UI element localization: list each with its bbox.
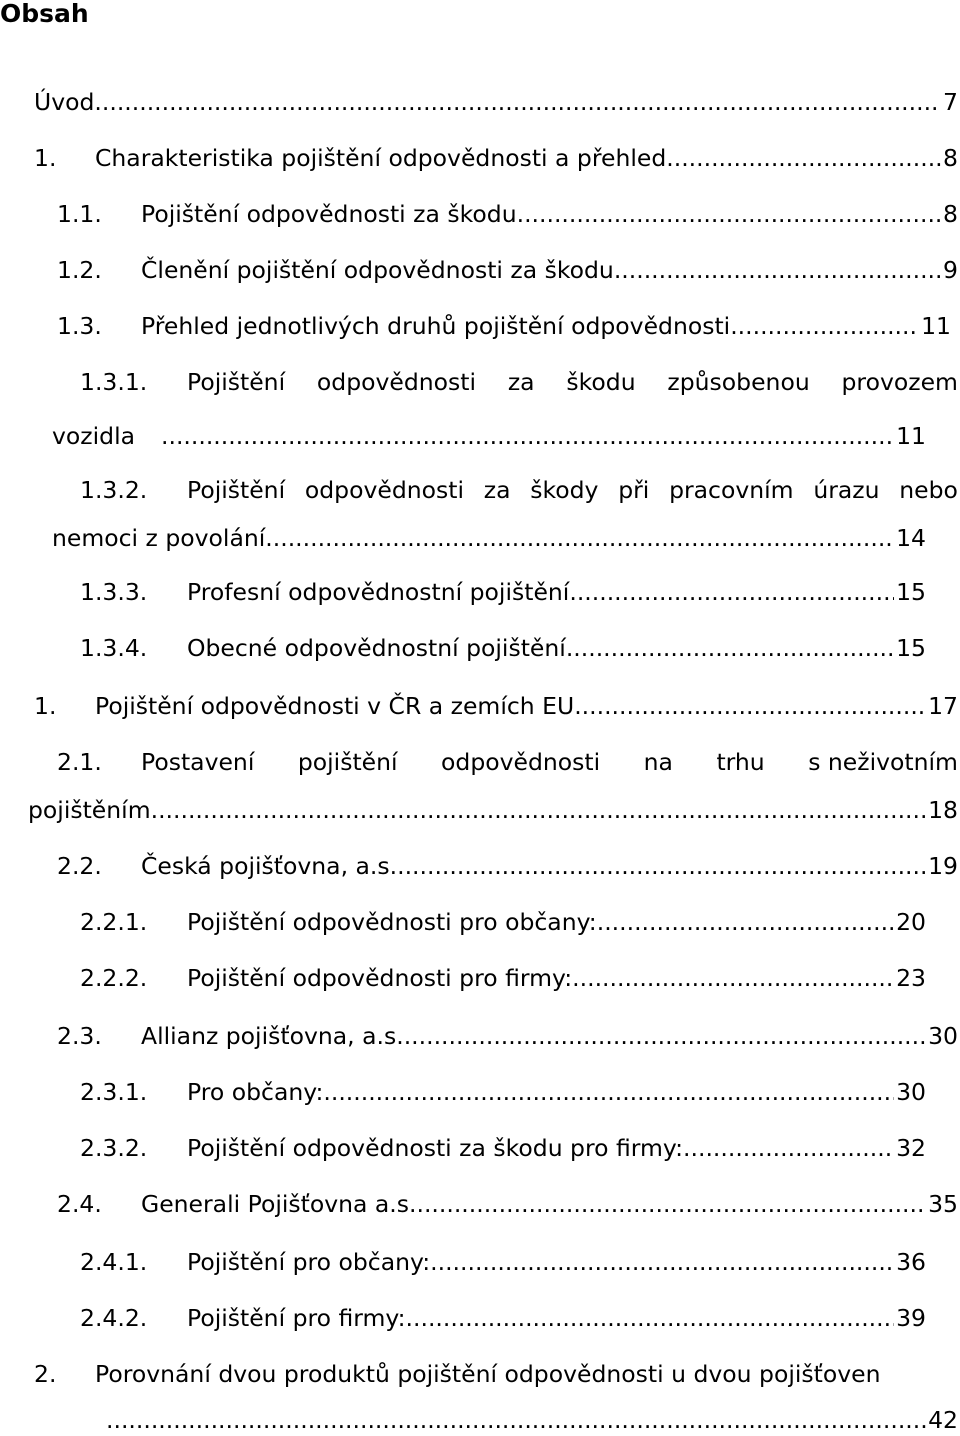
toc-entry-page: 15 — [896, 634, 926, 662]
toc-entry-title: Pojištění odpovědnosti pro firmy: — [187, 964, 573, 992]
toc-entry-title: Profesní odpovědnostní pojištění — [187, 578, 570, 606]
title-word: úrazu — [813, 476, 880, 504]
title-word: Postavení — [141, 748, 255, 776]
toc-entry-number: 1. — [34, 144, 57, 172]
toc-entry-page: 11 — [921, 312, 951, 340]
toc-entry-number: 2.1. — [57, 748, 102, 776]
toc-entry-title-continued: vozidla — [52, 422, 135, 450]
toc-entry-uvod[interactable] — [34, 86, 958, 118]
title-word: škody — [530, 476, 599, 504]
toc-leader-dots — [572, 962, 894, 994]
toc-leader-dots — [323, 1076, 894, 1108]
title-word: za — [483, 476, 511, 504]
toc-entry-title-continued: nemoci z povolání — [52, 524, 266, 552]
toc-leader-dots — [106, 1404, 926, 1436]
toc-entry-page: 36 — [896, 1248, 926, 1276]
title-word: trhu — [716, 748, 765, 776]
toc-entry-title: Přehled jednotlivých druhů pojištění odpovědnosti — [141, 312, 731, 340]
toc-entry-page: 35 — [928, 1190, 958, 1218]
toc-entry-2-1[interactable] — [57, 746, 958, 778]
toc-leader-dots — [614, 254, 941, 286]
toc-entry-page: 8 — [943, 200, 958, 228]
toc-entry-page: 23 — [896, 964, 926, 992]
toc-entry-page: 39 — [896, 1304, 926, 1332]
toc-entry-title: Pojištění odpovědnosti pro občany: — [187, 908, 597, 936]
toc-entry-page: 17 — [928, 692, 958, 720]
toc-leader-dots — [151, 794, 927, 826]
toc-leader-dots — [397, 850, 926, 882]
toc-entry-number: 1.3. — [57, 312, 102, 340]
toc-entry-2-3-1[interactable] — [80, 1076, 926, 1108]
toc-entry-page: 7 — [943, 88, 958, 116]
title-word: pracovním — [669, 476, 794, 504]
toc-entry-2-4-2[interactable] — [80, 1302, 926, 1334]
toc-entry-1-1[interactable] — [57, 198, 958, 230]
title-word: způsobenou — [667, 368, 810, 396]
toc-entry-title: Pojištění odpovědnosti v ČR a zemích EU — [95, 692, 575, 720]
toc-leader-dots — [666, 142, 941, 174]
toc-entry-title — [187, 366, 958, 398]
toc-entry-number: 2.2.1. — [80, 908, 148, 936]
toc-entry-2-1-continued[interactable] — [28, 794, 958, 826]
toc-entry-page: 19 — [928, 852, 958, 880]
toc-entry-page: 42 — [928, 1406, 958, 1434]
toc-leader-dots — [517, 198, 941, 230]
toc-entry-2-4[interactable] — [57, 1188, 958, 1220]
toc-leader-dots — [430, 1246, 894, 1278]
toc-entry-1-3-2[interactable] — [80, 474, 958, 506]
toc-entry-1-cr-eu[interactable] — [34, 690, 958, 722]
toc-entry-page: 30 — [928, 1022, 958, 1050]
toc-leader-dots — [94, 86, 941, 118]
toc-entry-2-3-2[interactable] — [80, 1132, 926, 1164]
toc-entry-2-porovnani[interactable] — [34, 1358, 958, 1390]
toc-entry-page: 11 — [896, 422, 926, 450]
toc-entry-title: Pojištění odpovědnosti za škodu — [141, 200, 517, 228]
toc-leader-dots — [574, 690, 926, 722]
toc-leader-dots — [730, 310, 919, 342]
title-word: Pojištění — [187, 368, 286, 396]
toc-entry-2-porovnani-continued[interactable] — [106, 1404, 958, 1436]
toc-entry-number: 2.4. — [57, 1190, 102, 1218]
toc-entry-page: 15 — [896, 578, 926, 606]
toc-entry-title: Česká pojišťovna, a.s. — [141, 852, 398, 880]
toc-entry-1-3[interactable] — [57, 310, 951, 342]
toc-entry-number: 1. — [34, 692, 57, 720]
toc-leader-dots — [569, 576, 894, 608]
toc-entry-title: Generali Pojišťovna a.s. — [141, 1190, 417, 1218]
toc-entry-number: 2.4.1. — [80, 1248, 148, 1276]
toc-entry-1-3-1-continued[interactable] — [52, 420, 926, 452]
toc-entry-title-continued: pojištěním — [28, 796, 151, 824]
toc-entry-number: 1.3.4. — [80, 634, 148, 662]
toc-leader-dots — [683, 1132, 894, 1164]
toc-entry-title: Pojištění pro občany: — [187, 1248, 431, 1276]
toc-entry-title: Pojištění odpovědnosti za škodu pro firmy: — [187, 1134, 684, 1162]
title-word: odpovědnosti — [316, 368, 477, 396]
toc-leader-dots — [416, 1188, 926, 1220]
toc-entry-2-2[interactable] — [57, 850, 958, 882]
toc-entry-title: Úvod — [34, 88, 95, 116]
toc-entry-2-2-1[interactable] — [80, 906, 926, 938]
title-word: odpovědnosti — [304, 476, 464, 504]
page-title: Obsah — [0, 0, 89, 28]
toc-entry-number: 2.2. — [57, 852, 102, 880]
toc-entry-number: 2.3. — [57, 1022, 102, 1050]
title-word: za — [507, 368, 535, 396]
toc-entry-page: 30 — [896, 1078, 926, 1106]
toc-entry-2-3[interactable] — [57, 1020, 958, 1052]
toc-entry-title: Allianz pojišťovna, a.s. — [141, 1022, 404, 1050]
toc-entry-number: 2.4.2. — [80, 1304, 148, 1332]
title-word: při — [618, 476, 650, 504]
toc-entry-page: 32 — [896, 1134, 926, 1162]
toc-entry-number: 2.2.2. — [80, 964, 148, 992]
toc-entry-number: 2.3.2. — [80, 1134, 148, 1162]
toc-entry-1-3-3[interactable] — [80, 576, 926, 608]
toc-entry-title: Porovnání dvou produktů pojištění odpovědnosti u dvou pojišťoven — [95, 1360, 881, 1388]
toc-leader-dots — [265, 522, 894, 554]
title-word: na — [643, 748, 673, 776]
title-word: odpovědnosti — [441, 748, 601, 776]
title-word: s neživotním — [808, 748, 958, 776]
toc-entry-number: 2. — [34, 1360, 57, 1388]
toc-entry-number: 1.1. — [57, 200, 102, 228]
toc-entry-title: Charakteristika pojištění odpovědnosti a přehled — [95, 144, 667, 172]
toc-entry-page: 20 — [896, 908, 926, 936]
toc-entry-title — [187, 474, 958, 506]
toc-entry-title: Pro občany: — [187, 1078, 324, 1106]
toc-entry-1-3-2-continued[interactable] — [52, 522, 926, 554]
toc-entry-title: Členění pojištění odpovědnosti za škodu — [141, 256, 614, 284]
toc-entry-number: 1.3.3. — [80, 578, 148, 606]
toc-entry-1-3-1[interactable] — [80, 366, 958, 398]
toc-entry-2-2-2[interactable] — [80, 962, 926, 994]
toc-entry-number: 1.2. — [57, 256, 102, 284]
toc-entry-page: 18 — [928, 796, 958, 824]
toc-leader-dots — [406, 1302, 895, 1334]
toc-leader-dots — [566, 632, 894, 664]
toc-entry-number: 1.3.1. — [80, 368, 148, 396]
toc-leader-dots — [404, 1020, 926, 1052]
title-word: provozem — [841, 368, 958, 396]
toc-leader-dots — [161, 420, 894, 452]
title-word: škodu — [566, 368, 636, 396]
toc-entry-number: 1.3.2. — [80, 476, 148, 504]
title-word: pojištění — [297, 748, 398, 776]
toc-leader-dots — [597, 906, 894, 938]
toc-entry-page: 9 — [943, 256, 958, 284]
toc-entry-1[interactable] — [34, 142, 958, 174]
toc-entry-number: 2.3.1. — [80, 1078, 148, 1106]
toc-entry-1-3-4[interactable] — [80, 632, 926, 664]
toc-entry-title: Pojištění pro firmy: — [187, 1304, 406, 1332]
toc-entry-1-2[interactable] — [57, 254, 958, 286]
toc-entry-2-4-1[interactable] — [80, 1246, 926, 1278]
toc-entry-page: 8 — [943, 144, 958, 172]
toc-entry-title: Obecné odpovědnostní pojištění — [187, 634, 566, 662]
toc-entry-page: 14 — [896, 524, 926, 552]
toc-entry-title — [141, 746, 958, 778]
title-word: nebo — [899, 476, 958, 504]
title-word: Pojištění — [187, 476, 286, 504]
